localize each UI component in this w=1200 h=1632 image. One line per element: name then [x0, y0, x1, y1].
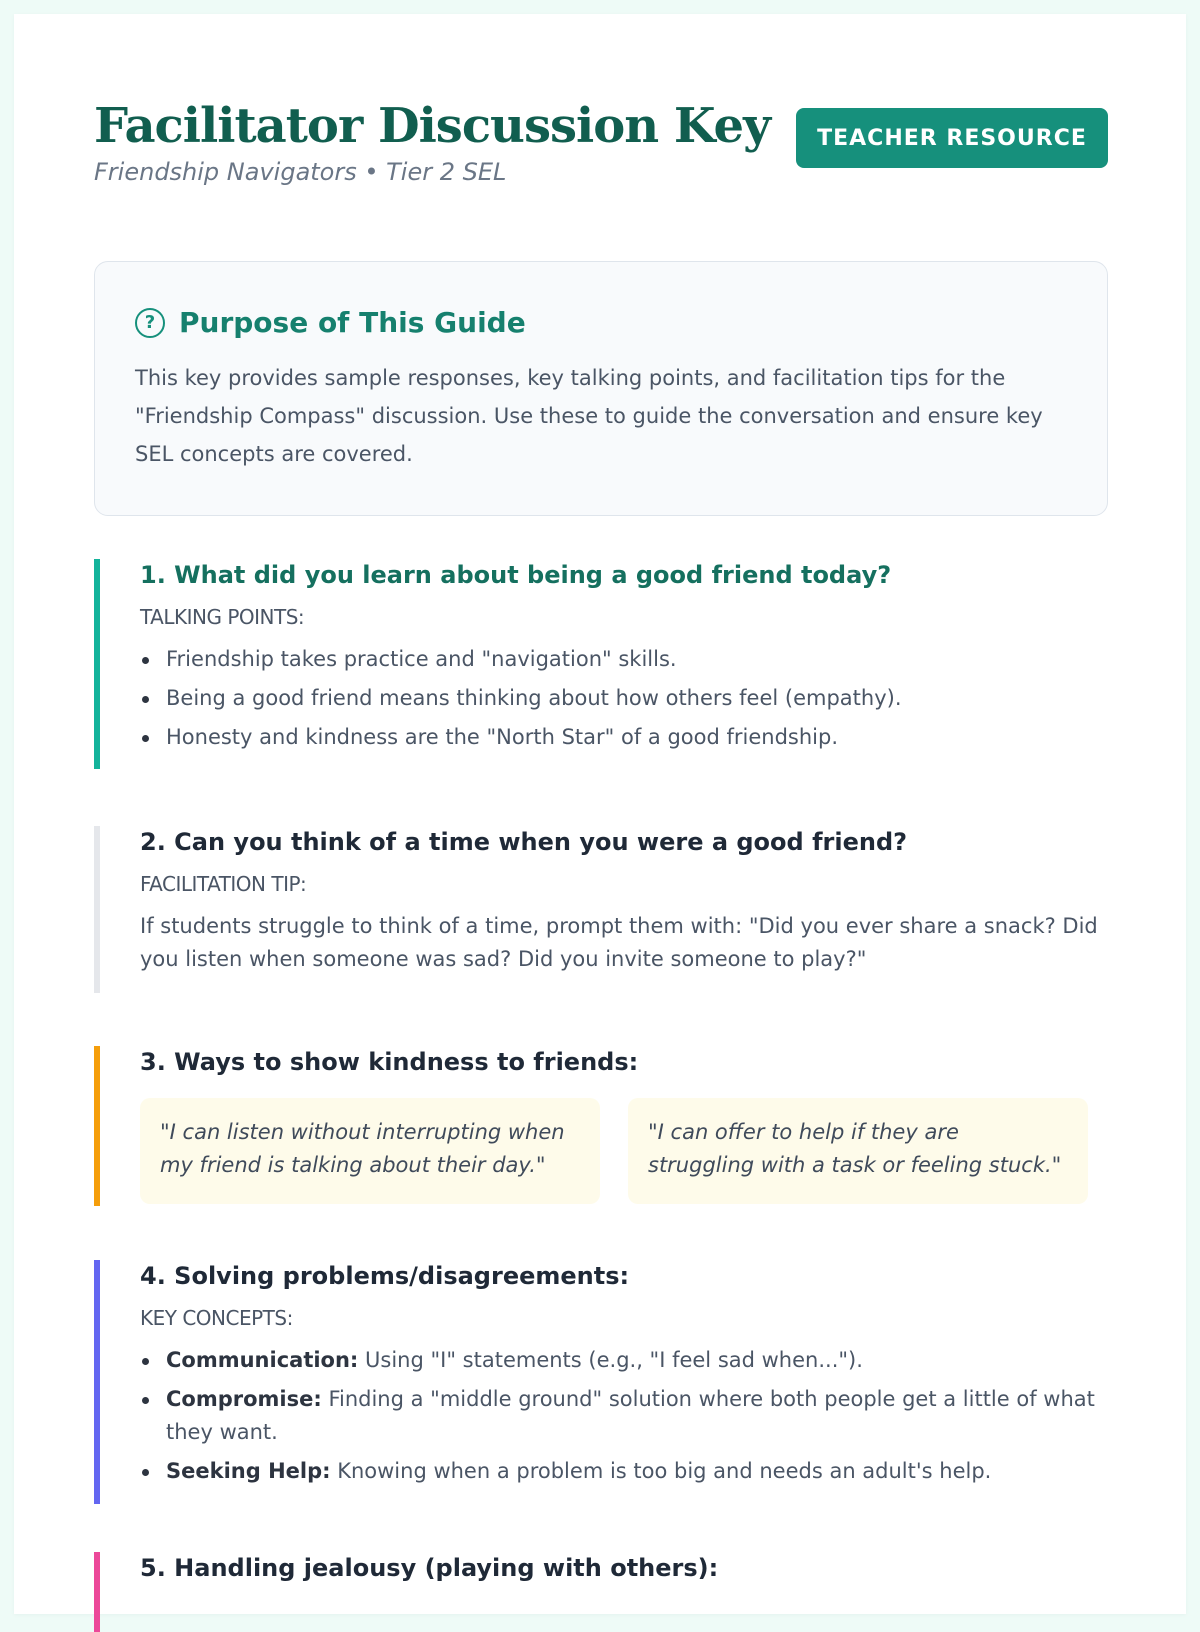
section-1-title: 1. What did you learn about being a good friend today? [140, 561, 892, 589]
section-5 [94, 1552, 1108, 1632]
section-5-title: 5. Handling jealousy (playing with others): [140, 1554, 719, 1582]
section-3-quotes [140, 1098, 1108, 1204]
list-item: Honesty and kindness are the "North Star" of a good friendship. [140, 721, 1108, 754]
concept-text: Knowing when a problem is too big and needs an adult's help. [330, 1459, 992, 1483]
teacher-resource-badge: TEACHER RESOURCE [796, 108, 1108, 168]
concept-term: Compromise: [166, 1387, 322, 1411]
purpose-card [94, 261, 1108, 516]
concept-term: Seeking Help: [166, 1459, 331, 1483]
quote-card: "I can offer to help if they are struggling with a task or feeling stuck." [628, 1098, 1088, 1204]
section-3-title: 3. Ways to show kindness to friends: [140, 1048, 639, 1076]
purpose-body: This key provides sample responses, key talking points, and facilitation tips for the "Friendship Compass" discussion. Use these to guide the conversation and ensure key SEL concepts are covered. [135, 366, 1043, 466]
section-4 [94, 1260, 1108, 1504]
concept-text: Using "I" statements (e.g., "I feel sad when..."). [358, 1348, 863, 1372]
purpose-header [135, 306, 1067, 339]
section-4-title: 4. Solving problems/disagreements: [140, 1262, 630, 1290]
section-2-title: 2. Can you think of a time when you were a good friend? [140, 828, 908, 856]
concept-term: Communication: [166, 1348, 359, 1372]
section-2-label: FACILITATION TIP: [140, 872, 307, 896]
section-3 [94, 1046, 1108, 1206]
list-item [140, 1383, 1108, 1449]
section-4-label: KEY CONCEPTS: [140, 1306, 293, 1330]
section-1-list [140, 643, 1108, 754]
list-item: Being a good friend means thinking about how others feel (empathy). [140, 682, 1108, 715]
section-2 [94, 826, 1108, 993]
question-circle-icon: ? [135, 308, 165, 338]
section-2-tip: If students struggle to think of a time, prompt them with: "Did you ever share a snack? Did you listen when someone was sad? Did you invite someone to play?" [140, 914, 1098, 971]
section-1-label: TALKING POINTS: [140, 605, 305, 629]
section-4-list [140, 1344, 1108, 1488]
document-page [14, 14, 1186, 1614]
list-item [140, 1344, 1108, 1377]
purpose-title: Purpose of This Guide [179, 306, 526, 339]
section-1 [94, 559, 1108, 769]
concept-text: Finding a "middle ground" solution where both people get a little of what they want. [166, 1387, 1095, 1444]
page-title: Facilitator Discussion Key [94, 98, 770, 154]
list-item [140, 1455, 1108, 1488]
header [94, 98, 1108, 208]
quote-card: "I can listen without interrupting when my friend is talking about their day." [140, 1098, 600, 1204]
page-subtitle: Friendship Navigators • Tier 2 SEL [94, 157, 507, 186]
list-item: Friendship takes practice and "navigation" skills. [140, 643, 1108, 676]
